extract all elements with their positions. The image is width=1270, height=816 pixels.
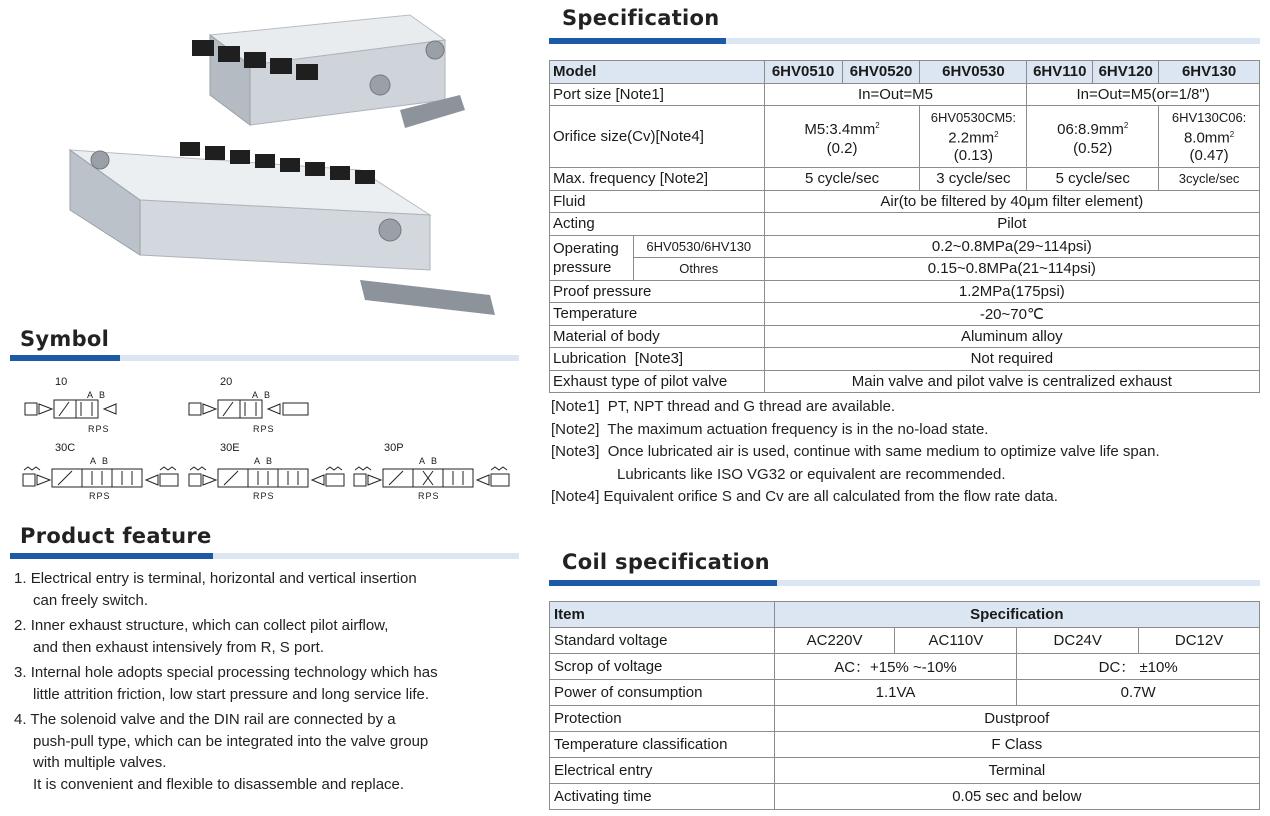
row-label: Power of consumption [550, 680, 775, 706]
cell-value: 0.05 sec and below [774, 784, 1259, 810]
cell-value: -20~70℃ [764, 303, 1259, 326]
table-row [550, 732, 1260, 758]
row-label: Electrical entry [550, 758, 775, 784]
valve-symbol-diagram [353, 466, 511, 490]
cell-value: 3cycle/sec [1159, 168, 1260, 191]
table-row [550, 628, 1260, 654]
feature-item: 1. Electrical entry is terminal, horizontal and vertical insertion can freely switch. [14, 570, 417, 609]
header-model-2: 6HV0520 [842, 61, 920, 84]
cell-value: Air(to be filtered by 40μm filter element) [764, 190, 1259, 213]
table-row [550, 706, 1260, 732]
note-2: [Note2] The maximum actuation frequency is in the no-load state. [551, 420, 989, 438]
table-header-row [550, 602, 1260, 628]
coil-specification-title: Coil specification [562, 550, 770, 574]
symbol-code: 30P [384, 442, 404, 454]
table-row [550, 680, 1260, 706]
row-label: Protection [550, 706, 775, 732]
row-label: Scrop of voltage [550, 654, 775, 680]
symbol-title-bar [10, 355, 519, 361]
cell-value: AC110V [895, 628, 1017, 654]
row-label: Activating time [550, 784, 775, 810]
symbol-ab: A B [419, 456, 440, 466]
row-label: Proof pressure [550, 280, 765, 303]
table-row [550, 190, 1260, 213]
table-row [550, 83, 1260, 106]
note-4: [Note4] Equivalent orifice S and Cv are all calculated from the flow rate data. [551, 488, 1058, 505]
note-1: [Note1] PT, NPT thread and G thread are available. [551, 398, 896, 415]
cell-value: F Class [774, 732, 1259, 758]
cell-value: 1.2MPa(175psi) [764, 280, 1259, 303]
symbol-title: Symbol [20, 327, 110, 351]
cell-value: Main valve and pilot valve is centralized exhaust [764, 370, 1259, 393]
specification-title-bar [549, 38, 1260, 44]
symbol-ab: A B [254, 456, 275, 466]
cell-value: DC24V [1017, 628, 1139, 654]
cell-value: 1.1VA [774, 680, 1017, 706]
cell-value: Dustproof [774, 706, 1259, 732]
table-row [550, 303, 1260, 326]
cell-value: Pilot [764, 213, 1259, 236]
cell-value: Terminal [774, 758, 1259, 784]
row-sublabel: 6HV0530/6HV130 [633, 235, 764, 258]
row-label: Fluid [550, 190, 765, 213]
row-label: Lubrication [Note3] [550, 348, 765, 371]
row-label: Material of body [550, 325, 765, 348]
header-specification: Specification [774, 602, 1259, 628]
product-feature-title: Product feature [20, 524, 212, 548]
header-model: Model [550, 61, 765, 84]
table-row [550, 370, 1260, 393]
symbol-ab: A B [252, 390, 273, 400]
cell-value: In=Out=M5 [764, 83, 1027, 106]
row-sublabel: Othres [633, 258, 764, 281]
cell-value: $M5:3.4mm^2$ (0.2) [764, 106, 920, 168]
cell-value: Aluminum alloy [764, 325, 1259, 348]
table-row [550, 235, 1260, 258]
feature-item: 4. The solenoid valve and the DIN rail are connected by a push-pull type, which can be integrated into the valve group with multiple valves. It is convenient and flexible to disassemble and replace. [14, 711, 429, 793]
symbol-code: 10 [55, 376, 68, 388]
feature-list [14, 568, 524, 799]
symbol-rps: RPS [89, 491, 111, 501]
cell-value: 0.2~0.8MPa(29~114psi) [764, 235, 1259, 258]
cell-value: 0.15~0.8MPa(21~114psi) [764, 258, 1259, 281]
table-row [550, 280, 1260, 303]
table-row [550, 654, 1260, 680]
cell-value: In=Out=M5(or=1/8") [1027, 83, 1260, 106]
header-model-1: 6HV0510 [764, 61, 842, 84]
cell-value: DC12V [1139, 628, 1260, 654]
valve-symbol-diagram [188, 398, 310, 420]
table-row [550, 258, 1260, 281]
coil-specification-title-bar [549, 580, 1260, 586]
table-row [550, 168, 1260, 191]
symbol-rps: RPS [418, 491, 440, 501]
symbol-rps: RPS [88, 424, 110, 434]
specification-title: Specification [562, 6, 720, 30]
valve-symbol-diagram [24, 398, 129, 420]
notes [551, 396, 1160, 509]
feature-item: 2. Inner exhaust structure, which can collect pilot airflow, and then exhaust intensively from R, S port. [14, 617, 389, 656]
row-label: Max. frequency [Note2] [550, 168, 765, 191]
row-label: Standard voltage [550, 628, 775, 654]
table-row [550, 106, 1260, 168]
table-row [550, 758, 1260, 784]
symbol-rps: RPS [253, 491, 275, 501]
valve-symbol-diagram [22, 466, 180, 490]
cell-value: Not required [764, 348, 1259, 371]
table-header-row [550, 61, 1260, 84]
row-label: Operating pressure [550, 235, 634, 280]
cell-value: 5 cycle/sec [764, 168, 920, 191]
header-model-3: 6HV0530 [920, 61, 1027, 84]
row-label: Orifice size(Cv)[Note4] [550, 106, 765, 168]
cell-value: AC220V [774, 628, 895, 654]
table-row [550, 213, 1260, 236]
symbol-rps: RPS [253, 424, 275, 434]
cell-value: 0.7W [1017, 680, 1260, 706]
row-label: Exhaust type of pilot valve [550, 370, 765, 393]
coil-specification-table [549, 601, 1260, 810]
table-row [550, 325, 1260, 348]
symbol-ab: A B [90, 456, 111, 466]
cell-value: 6HV130C06: $8.0mm^2$ (0.47) [1159, 106, 1260, 168]
table-row [550, 348, 1260, 371]
symbol-code: 30E [220, 442, 240, 454]
cell-value: AC：+15% ~-10% [774, 654, 1017, 680]
row-label: Acting [550, 213, 765, 236]
cell-value: 6HV0530CM5: $2.2mm^2$ (0.13) [920, 106, 1027, 168]
header-model-6: 6HV130 [1159, 61, 1260, 84]
note-3: [Note3] Once lubricated air is used, continue with same medium to optimize valve life span. [551, 443, 1160, 460]
row-label: Temperature [550, 303, 765, 326]
cell-value: 5 cycle/sec [1027, 168, 1159, 191]
header-item: Item [550, 602, 775, 628]
product-feature-title-bar [10, 553, 519, 559]
symbol-code: 30C [55, 442, 76, 454]
valve-manifold-image-bottom [30, 120, 500, 325]
table-row [550, 784, 1260, 810]
row-label: Port size [Note1] [550, 83, 765, 106]
note-3-continued: Lubricants like ISO VG32 or equivalent are recommended. [617, 465, 1006, 483]
row-label: Temperature classification [550, 732, 775, 758]
symbol-code: 20 [220, 376, 233, 388]
header-model-5: 6HV120 [1093, 61, 1159, 84]
cell-value: 3 cycle/sec [920, 168, 1027, 191]
valve-symbol-diagram [188, 466, 346, 490]
symbol-ab: A B [87, 390, 108, 400]
cell-value: $06:8.9mm^2$ (0.52) [1027, 106, 1159, 168]
header-model-4: 6HV110 [1027, 61, 1093, 84]
cell-value: DC： ±10% [1017, 654, 1260, 680]
feature-item: 3. Internal hole adopts special processing technology which has little attrition friction, low start pressure and long service life. [14, 664, 438, 703]
specification-table [549, 60, 1260, 393]
